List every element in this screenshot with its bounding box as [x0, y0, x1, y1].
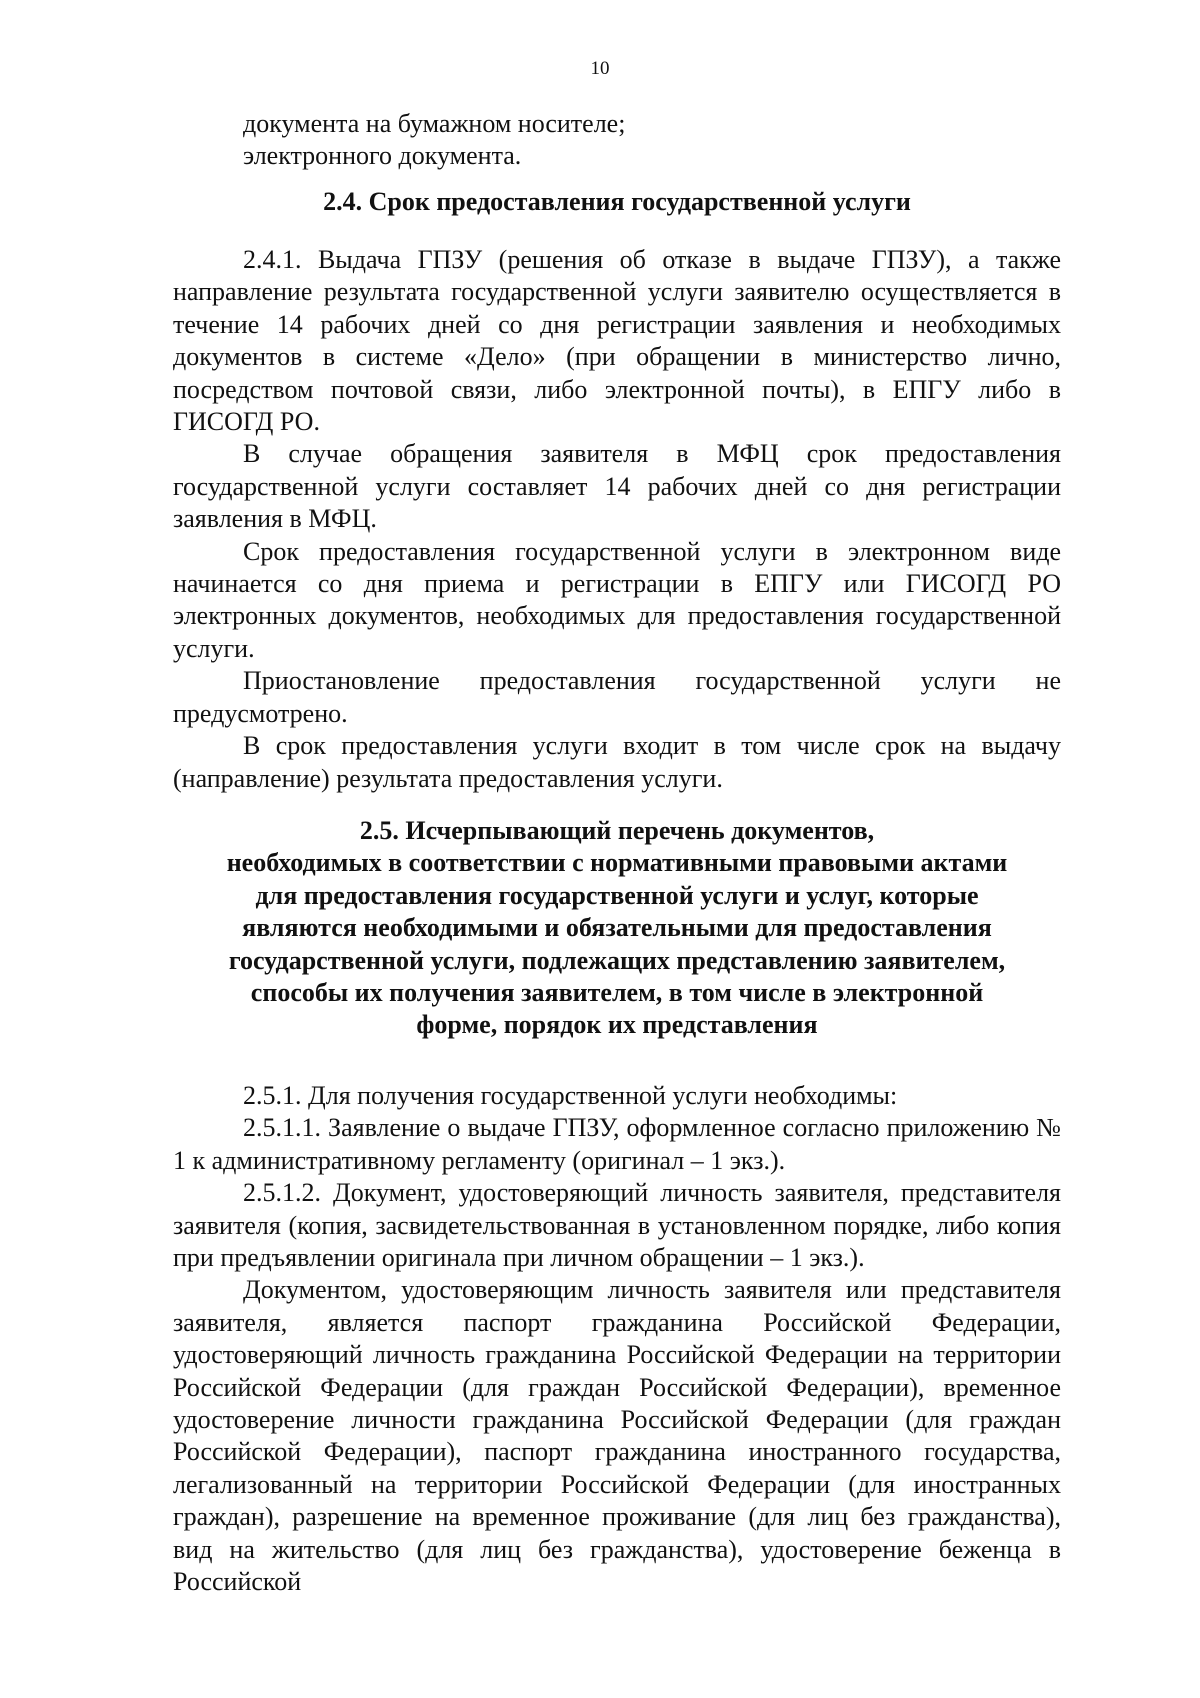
section-heading-line: для предоставления государственной услуги и услуг, которые: [255, 880, 979, 910]
page-number: 10: [590, 58, 610, 79]
paragraph: 2.5.1.1. Заявление о выдаче ГПЗУ, оформленное согласно приложению № 1 к административному регламенту (оригинал – 1 экз.).: [173, 1113, 1061, 1175]
paragraph: В случае обращения заявителя в МФЦ срок предоставления государственной услуги составляет 14 рабочих дней со дня регистрации заявления в МФЦ.: [173, 439, 1061, 534]
intro-block: [173, 108, 1061, 173]
paragraph: 2.5.1.2. Документ, удостоверяющий личность заявителя, представителя заявителя (копия, засвидетельствованная в установленном порядке, либо копия при предъявлении оригинала при личном обращении – 1 экз.).: [173, 1178, 1061, 1273]
section-heading-line: 2.5. Исчерпывающий перечень документов,: [359, 816, 875, 845]
paragraph: 2.5.1. Для получения государственной услуги необходимы:: [243, 1081, 898, 1110]
paragraph: Срок предоставления государственной услуги в электронном виде начинается со дня приема и регистрации в ЕПГУ или ГИСОГД РО электронных документов, необходимых для предоставления государственной услуги.: [173, 536, 1061, 663]
intro-line: электронного документа.: [243, 141, 522, 171]
section-2-5-heading-block: [173, 815, 1061, 1042]
section-heading-line: способы их получения заявителем, в том числе в электронной: [250, 978, 984, 1008]
paragraph: В срок предоставления услуги входит в том числе срок на выдачу (направление) результата предоставления услуги.: [173, 731, 1061, 793]
section-heading-line: являются необходимыми и обязательными для предоставления: [242, 913, 992, 943]
section-heading-line: форме, порядок их представления: [416, 1010, 818, 1040]
section-heading-line: государственной услуги, подлежащих представлению заявителем,: [228, 945, 1006, 975]
paragraph: 2.4.1. Выдача ГПЗУ (решения об отказе в выдаче ГПЗУ), а также направление результата государственной услуги заявителю осуществляется в течение 14 рабочих дней со дня регистрации заявления и необходимых документов в системе «Дело» (при обращении в министерство лично, посредством почтовой связи, либо электронной почты), в ЕПГУ либо в ГИСОГД РО.: [173, 245, 1061, 437]
paragraph: Приостановление предоставления государственной услуги не предусмотрено.: [173, 666, 1061, 728]
section-2-4-heading-block: [173, 186, 1061, 218]
section-heading: 2.4. Срок предоставления государственной услуги: [323, 187, 911, 216]
paragraph: Документом, удостоверяющим личность заявителя или представителя заявителя, является паспорт гражданина Российской Федерации, удостоверяющий личность гражданина Российской Федерации на территории Российской Федерации (для граждан Российской Федерации), временное удостоверение личности гражданина Российской Федерации (для граждан Российской Федерации), паспорт гражданина иностранного государства, легализованный на территории Российской Федерации (для иностранных граждан), разрешение на временное проживание (для лиц без гражданства), вид на жительство (для лиц без гражданства), удостоверение беженца в Российской: [173, 1275, 1061, 1597]
section-2-5-body: [173, 1080, 1061, 1599]
section-heading-line: необходимых в соответствии с нормативными правовыми актами: [226, 848, 1008, 878]
section-2-4-body: [173, 244, 1061, 795]
intro-line: документа на бумажном носителе;: [243, 109, 626, 138]
